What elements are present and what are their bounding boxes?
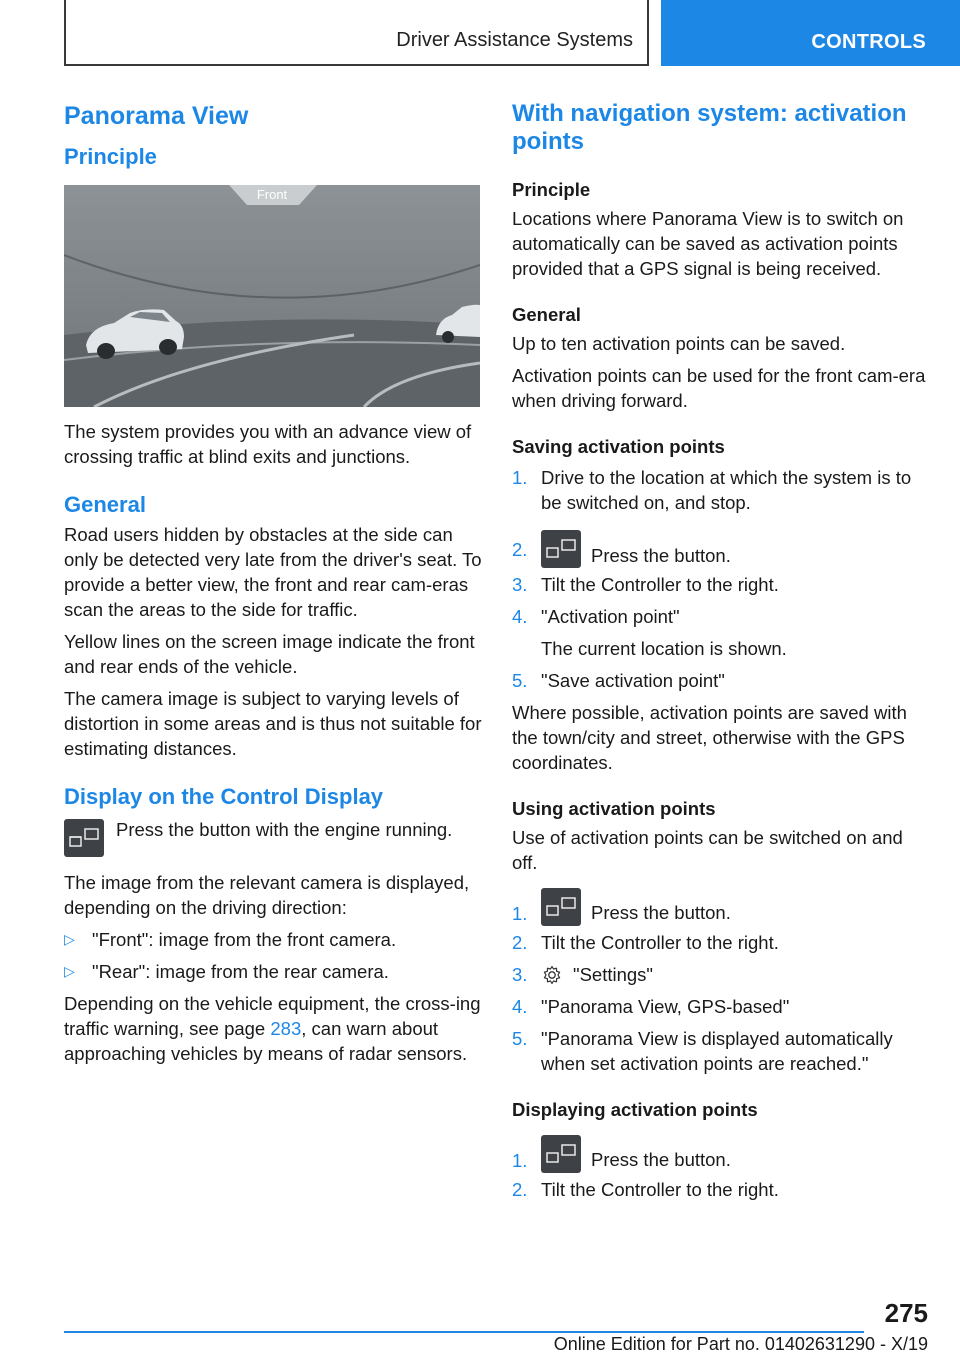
step-number: 5. xyxy=(512,670,528,692)
left-column xyxy=(64,100,482,1066)
step-number: 5. xyxy=(512,1028,528,1050)
header-chapter-tab[interactable] xyxy=(661,0,960,66)
step-text: Tilt the Controller to the right. xyxy=(541,1179,779,1201)
section-title: With navigation system: activation points xyxy=(512,100,907,155)
header-chapter-label: CONTROLS xyxy=(811,31,926,53)
general-paragraph-2: Yellow lines on the screen image indicate the front and rear ends of the vehicle. xyxy=(64,630,475,677)
step-text: "Panorama View is displayed automatically when set activation points are reached." xyxy=(541,1028,893,1075)
displaying-heading: Displaying activation points xyxy=(512,1099,758,1121)
list-item xyxy=(512,887,930,926)
camera-button-icon xyxy=(541,888,581,926)
page-title: Panorama View xyxy=(64,102,249,130)
bullet-front xyxy=(64,927,482,952)
step-text: Drive to the location at which the system is to be switched on, and stop. xyxy=(541,467,912,514)
general-paragraph-2: Activation points can be used for the front cam‐era when driving forward. xyxy=(512,365,926,412)
right-column xyxy=(512,100,930,1202)
display-heading: Display on the Control Display xyxy=(64,783,384,809)
displaying-steps xyxy=(512,1134,930,1202)
using-steps xyxy=(512,887,930,1076)
display-button-text: Press the button with the engine running. xyxy=(116,819,453,841)
principle-heading: Principle xyxy=(64,143,157,169)
general-paragraph-1: Road users hidden by obstacles at the side can only be detected very late from the driver's seat. To provide a better view, the front and rear cam‐eras scan the areas to the side for traffic. xyxy=(64,523,482,620)
bullet-rear xyxy=(64,959,482,984)
step-subtext: The current location is shown. xyxy=(541,638,787,660)
step-text: Tilt the Controller to the right. xyxy=(541,932,779,954)
step-text: Tilt the Controller to the right. xyxy=(541,574,779,596)
page-number: 275 xyxy=(884,1298,928,1328)
step-number: 1. xyxy=(512,1150,528,1172)
saving-steps xyxy=(512,465,930,693)
step-text: "Activation point" xyxy=(541,606,680,628)
general-paragraph-1: Up to ten activation points can be saved. xyxy=(512,333,846,355)
list-item xyxy=(512,930,930,955)
step-text: Press the button. xyxy=(591,544,731,566)
display-button-row xyxy=(64,819,482,857)
list-item xyxy=(512,962,930,987)
general-heading: General xyxy=(512,304,581,326)
warning-paragraph xyxy=(64,991,482,1066)
step-number: 2. xyxy=(512,1179,528,1201)
step-number: 3. xyxy=(512,964,528,986)
list-item xyxy=(512,668,930,693)
gear-icon xyxy=(541,964,563,986)
list-item xyxy=(512,604,930,661)
step-number: 3. xyxy=(512,574,528,596)
camera-front-label: Front xyxy=(256,187,288,203)
camera-view-illustration xyxy=(64,185,480,407)
warning-text-after: , can warn about approaching vehicles by means of radar sensors. xyxy=(64,1018,468,1065)
principle-text: Locations where Panorama View is to switch on automatically can be saved as activation points provided that a GPS signal is being received. xyxy=(512,208,904,280)
warning-text-before: Depending on the vehicle equipment, the cross‐ing traffic warning, see page xyxy=(64,993,481,1040)
bullet-text: "Rear": image from the rear camera. xyxy=(92,961,389,983)
header-section-label: Driver Assistance Systems xyxy=(396,29,633,51)
camera-button-icon xyxy=(541,1135,581,1173)
using-heading: Using activation points xyxy=(512,798,716,820)
step-text: Press the button. xyxy=(591,902,731,924)
principle-heading: Principle xyxy=(512,179,591,200)
triangle-bullet-icon: ▷ xyxy=(64,931,75,948)
saving-heading: Saving activation points xyxy=(512,436,725,458)
step-number: 2. xyxy=(512,538,528,560)
step-number: 2. xyxy=(512,932,528,954)
step-number: 1. xyxy=(512,467,528,489)
triangle-bullet-icon: ▷ xyxy=(64,963,75,980)
page-reference-link[interactable]: 283 xyxy=(270,1018,302,1040)
camera-button-icon xyxy=(541,530,581,568)
display-paragraph-1: The image from the relevant camera is displayed, depending on the driving direction: xyxy=(64,872,470,919)
footer-divider xyxy=(64,1331,864,1333)
camera-button-icon xyxy=(64,819,104,857)
list-item xyxy=(512,530,930,568)
footer-edition: Online Edition for Part no. 01402631290 - X/19 xyxy=(553,1334,928,1354)
general-heading: General xyxy=(64,492,146,518)
using-text: Use of activation points can be switched on and off. xyxy=(512,827,903,874)
step-text: "Settings" xyxy=(573,964,653,986)
step-number: 4. xyxy=(512,606,528,628)
camera-image xyxy=(64,185,480,407)
step-number: 4. xyxy=(512,996,528,1018)
list-item xyxy=(512,1177,930,1202)
bullet-text: "Front": image from the front camera. xyxy=(92,929,397,951)
list-item xyxy=(512,1134,930,1173)
list-item xyxy=(512,1026,930,1076)
step-number: 1. xyxy=(512,903,528,925)
list-item xyxy=(512,994,930,1019)
general-paragraph-3: The camera image is subject to varying levels of distortion in some areas and is thus not suitable for estimating distances. xyxy=(64,687,482,759)
list-item xyxy=(512,572,930,597)
principle-text: The system provides you with an advance view of crossing traffic at blind exits and junctions. xyxy=(64,421,472,468)
header-section-tab xyxy=(64,0,649,66)
step-text: "Save activation point" xyxy=(541,670,725,692)
saving-after-text: Where possible, activation points are saved with the town/city and street, otherwise with the GPS coordinates. xyxy=(512,702,907,774)
step-text: Press the button. xyxy=(591,1149,731,1171)
step-text: "Panorama View, GPS-based" xyxy=(541,996,790,1018)
list-item xyxy=(512,465,930,515)
